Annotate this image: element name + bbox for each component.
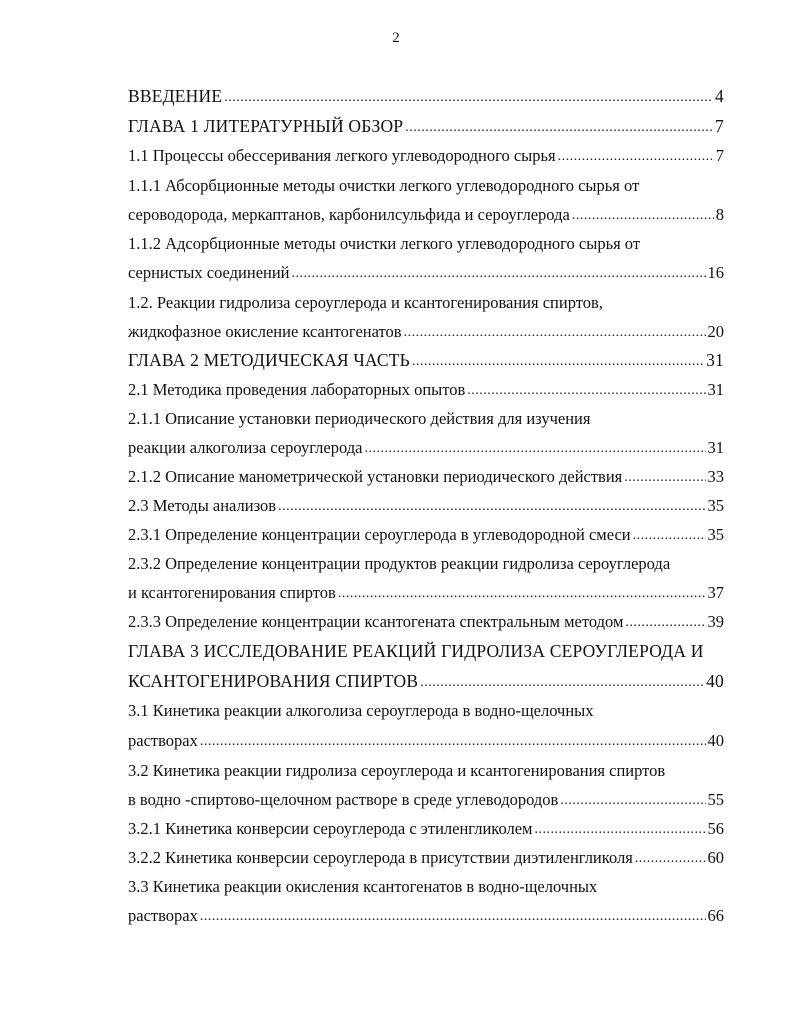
dot-leader xyxy=(535,818,706,840)
toc-entry-page: 31 xyxy=(707,438,724,457)
toc-entry-2-3-1[interactable] xyxy=(128,525,724,547)
toc-entry-page: 56 xyxy=(707,819,724,838)
toc-entry-page: 37 xyxy=(707,583,724,602)
toc-entry-page: 55 xyxy=(707,790,724,809)
dot-leader xyxy=(625,611,705,633)
dot-leader xyxy=(404,321,706,343)
toc-entry-page: 40 xyxy=(706,671,724,691)
toc-entry-title-continued: КСАНТОГЕНИРОВАНИЯ СПИРТОВ xyxy=(128,671,419,691)
toc-entry-3-2-line2[interactable] xyxy=(128,790,724,812)
toc-entry-3-3-line2[interactable] xyxy=(128,906,724,928)
toc-entry-title: 3.2.2 Кинетика конверсии сероуглерода в присутствии диэтиленгликоля xyxy=(128,848,633,867)
dot-leader xyxy=(635,847,706,869)
dot-leader xyxy=(633,524,706,546)
toc-entry-title-continued: жидкофазное окисление ксантогенатов xyxy=(128,322,402,341)
toc-entry-2-3-2-line2[interactable] xyxy=(128,583,724,605)
toc-entry-1-1-2-line1[interactable] xyxy=(128,234,724,254)
toc-entry-2-3-3[interactable] xyxy=(128,612,724,634)
toc-entry-title: 2.3 Методы анализов xyxy=(128,496,277,515)
dot-leader xyxy=(278,495,705,517)
toc-entry-3-2-2[interactable] xyxy=(128,848,724,870)
toc-entry-title: 2.1.2 Описание манометрической установки периодического действия xyxy=(128,467,623,486)
toc-entry-title-continued: реакции алкоголиза сероуглерода xyxy=(128,438,363,457)
toc-entry-page: 66 xyxy=(707,906,724,925)
dot-leader xyxy=(338,582,706,604)
toc-entry-3-3-line1[interactable] xyxy=(128,877,724,897)
toc-entry-chapter-3-line1[interactable] xyxy=(128,641,724,661)
toc-entry-1-1-2-line2[interactable] xyxy=(128,263,724,285)
toc-entry-title-continued: растворах xyxy=(128,906,198,925)
toc-entry-2-1-2[interactable] xyxy=(128,467,724,489)
toc-entry-title: 2.3.2 Определение концентрации продуктов реакции гидролиза сероуглерода xyxy=(128,554,671,573)
toc-entry-title: 2.3.1 Определение концентрации сероуглерода в углеводородной смеси xyxy=(128,525,631,544)
toc-entry-2-3-2-line1[interactable] xyxy=(128,554,724,574)
toc-entry-1-2-line1[interactable] xyxy=(128,293,724,313)
toc-entry-page: 31 xyxy=(706,350,724,370)
toc-entry-title: 3.1 Кинетика реакции алкоголиза сероуглерода в водно-щелочных xyxy=(128,701,594,720)
toc-entry-page: 35 xyxy=(707,496,724,515)
toc-entry-title: ВВЕДЕНИЕ xyxy=(128,86,223,106)
page-number: 2 xyxy=(392,30,400,46)
toc-entry-1-1[interactable] xyxy=(128,146,724,168)
toc-entry-3-2-line1[interactable] xyxy=(128,761,724,781)
toc-entry-chapter-1[interactable] xyxy=(128,116,724,139)
toc-entry-title: ГЛАВА 2 МЕТОДИЧЕСКАЯ ЧАСТЬ xyxy=(128,350,410,370)
toc-entry-title: 1.1.2 Адсорбционные методы очистки легкого углеводородного сырья от xyxy=(128,234,641,253)
toc-entry-page: 33 xyxy=(707,467,724,486)
toc-entry-2-1-1-line2[interactable] xyxy=(128,438,724,460)
toc-entry-3-2-1[interactable] xyxy=(128,819,724,841)
toc-entry-title: ГЛАВА 1 ЛИТЕРАТУРНЫЙ ОБЗОР xyxy=(128,116,404,136)
dot-leader xyxy=(200,905,706,927)
toc-entry-3-1-line1[interactable] xyxy=(128,701,724,721)
toc-entry-page: 7 xyxy=(715,116,724,136)
toc-entry-title: 1.2. Реакции гидролиза сероуглерода и ксантогенирования спиртов, xyxy=(128,293,603,312)
dot-leader xyxy=(572,204,714,226)
dot-leader xyxy=(292,262,706,284)
toc-entry-1-1-1-line2[interactable] xyxy=(128,205,724,227)
dot-leader xyxy=(624,466,705,488)
toc-entry-title: 3.3 Кинетика реакции окисления ксантогенатов в водно-щелочных xyxy=(128,877,598,896)
toc-entry-page: 60 xyxy=(707,848,724,867)
toc-entry-title: 2.1.1 Описание установки периодического действия для изучения xyxy=(128,409,591,428)
toc-entry-title: 3.2.1 Кинетика конверсии сероуглерода с этиленгликолем xyxy=(128,819,533,838)
toc-entry-page: 40 xyxy=(707,731,724,750)
toc-entry-page: 35 xyxy=(707,525,724,544)
dot-leader xyxy=(200,730,706,752)
toc-entry-page: 20 xyxy=(707,322,724,341)
dot-leader xyxy=(412,349,704,372)
dot-leader xyxy=(224,85,713,108)
toc-entry-page: 4 xyxy=(715,86,724,106)
toc-entry-page: 16 xyxy=(707,263,724,282)
toc-entry-3-1-line2[interactable] xyxy=(128,731,724,753)
toc-entry-2-1[interactable] xyxy=(128,380,724,402)
toc-entry-title-continued: растворах xyxy=(128,731,198,750)
dot-leader xyxy=(467,379,705,401)
toc-entry-title: 3.2 Кинетика реакции гидролиза сероуглерода и ксантогенирования спиртов xyxy=(128,761,666,780)
toc-entry-title: ГЛАВА 3 ИССЛЕДОВАНИЕ РЕАКЦИЙ ГИДРОЛИЗА СЕРОУГЛЕРОДА И xyxy=(128,641,704,661)
toc-entry-introduction[interactable] xyxy=(128,86,724,109)
toc-entry-1-1-1-line1[interactable] xyxy=(128,176,724,196)
toc-entry-title-continued: сернистых соединений xyxy=(128,263,290,282)
toc-entry-2-1-1-line1[interactable] xyxy=(128,409,724,429)
dot-leader xyxy=(558,145,714,167)
toc-entry-title-continued: в водно -спиртово-щелочном растворе в среде углеводородов xyxy=(128,790,559,809)
toc-entry-1-2-line2[interactable] xyxy=(128,322,724,344)
dot-leader xyxy=(560,789,705,811)
toc-entry-chapter-2[interactable] xyxy=(128,350,724,373)
dot-leader xyxy=(420,670,704,693)
toc-entry-title: 1.1 Процессы обессеривания легкого углеводородного сырья xyxy=(128,146,556,165)
toc-entry-title-continued: сероводорода, меркаптанов, карбонилсульфида и сероуглерода xyxy=(128,205,570,224)
dot-leader xyxy=(405,115,713,138)
toc-entry-page: 31 xyxy=(707,380,724,399)
toc-entry-page: 7 xyxy=(715,146,724,165)
toc-entry-title: 2.3.3 Определение концентрации ксантогената спектральным методом xyxy=(128,612,624,631)
toc-entry-title: 1.1.1 Абсорбционные методы очистки легкого углеводородного сырья от xyxy=(128,176,640,195)
toc-entry-title: 2.1 Методика проведения лабораторных опытов xyxy=(128,380,466,399)
toc-entry-page: 8 xyxy=(715,205,724,224)
toc-entry-title-continued: и ксантогенирования спиртов xyxy=(128,583,336,602)
toc-entry-page: 39 xyxy=(707,612,724,631)
dot-leader xyxy=(364,437,705,459)
toc-entry-2-3[interactable] xyxy=(128,496,724,518)
toc-entry-chapter-3-line2[interactable] xyxy=(128,671,724,694)
